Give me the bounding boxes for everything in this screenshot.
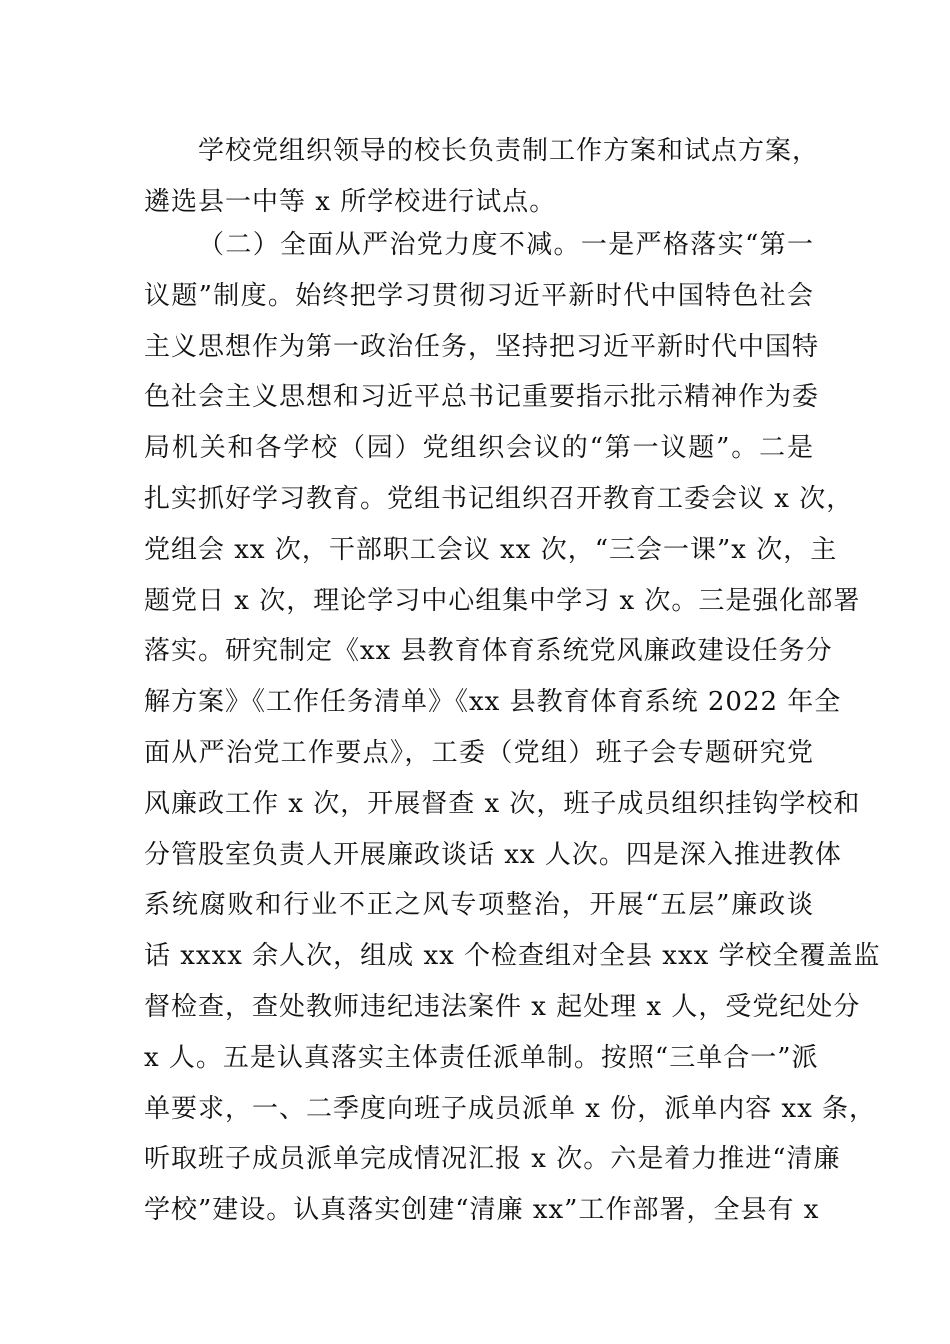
text-line: 话 xxxx 余人次，组成 xx 个检查组对全县 xxx 学校全覆盖监: [144, 941, 881, 972]
text-line: 分管股室负责人开展廉政谈话 xx 人次。四是深入推进教体: [144, 839, 842, 870]
text-line: 色社会主义思想和习近平总书记重要指示批示精神作为委: [144, 382, 820, 413]
text-line: 风廉政工作 x 次，开展督查 x 次，班子成员组织挂钩学校和: [144, 788, 861, 819]
paragraph-continuation: [144, 126, 820, 228]
text-line: 题党日 x 次，理论学习中心组集中学习 x 次。三是强化部署: [144, 585, 861, 616]
text-line: 党组会 xx 次，干部职工会议 xx 次，“三会一课”x 次，主: [144, 534, 838, 565]
text-line: （二）全面从严治党力度不减。一是严格落实“第一: [198, 230, 814, 260]
text-line: 面从严治党工作要点》，工委（党组）班子会专题研究党: [144, 737, 814, 768]
text-line: 议题”制度。始终把学习贯彻习近平新时代中国特色社会: [144, 280, 814, 311]
text-line: 听取班子成员派单完成情况汇报 x 次。六是着力推进“清廉: [144, 1144, 841, 1175]
text-line: 督检查，查处教师违纪违法案件 x 起处理 x 人，受党纪处分: [144, 991, 861, 1022]
text-line: 系统腐败和行业不正之风专项整治，开展“五层”廉政谈: [144, 890, 814, 921]
text-line: 学校”建设。认真落实创建“清廉 xx”工作部署，全县有 x: [144, 1195, 820, 1226]
text-line: 解方案》《工作任务清单》《xx 县教育体育系统 2022 年全: [144, 687, 842, 718]
paragraph-party-governance: [144, 220, 881, 1236]
text-line: 主义思想作为第一政治任务，坚持把习近平新时代中国特: [144, 331, 820, 362]
text-line: 局机关和各学校（园）党组织会议的“第一议题”。二是: [144, 433, 814, 464]
text-line: 扎实抓好学习教育。党组书记组织召开教育工委会议 x 次，: [144, 483, 854, 514]
text-line: 学校党组织领导的校长负责制工作方案和试点方案，: [198, 136, 820, 166]
text-line: 单要求，一、二季度向班子成员派单 x 份，派单内容 xx 条，: [144, 1093, 877, 1124]
text-line: x 人。五是认真落实主体责任派单制。按照“三单合一”派: [144, 1042, 819, 1073]
text-line: 落实。研究制定《xx 县教育体育系统党风廉政建设任务分: [144, 636, 833, 667]
text-line: 遴选县一中等 x 所学校进行试点。: [144, 187, 557, 217]
